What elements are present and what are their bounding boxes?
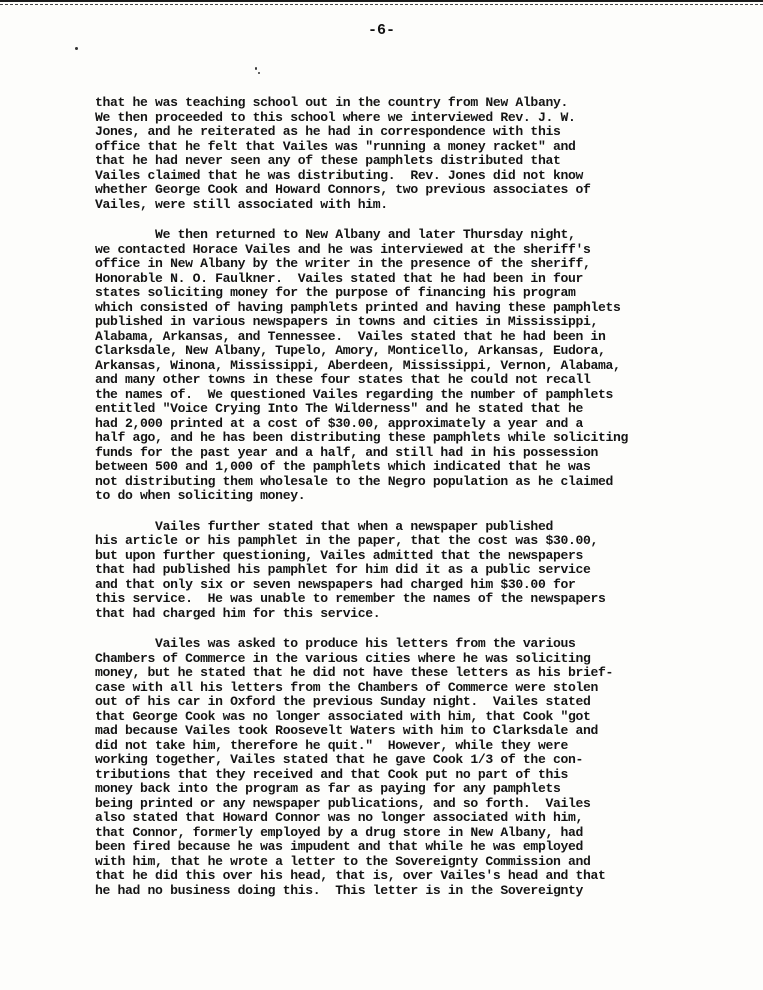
- text-line: office in New Albany by the writer in the presence of the sheriff,: [95, 256, 591, 271]
- text-line: which consisted of having pamphlets printed and having these pamphlets: [95, 299, 621, 315]
- text-line: that he had never seen any of these pamphlets distributed that: [95, 153, 561, 168]
- text-line: that he was teaching school out in the country from New Albany.: [95, 95, 568, 110]
- text-line: funds for the past year and a half, and still had in his possession: [95, 444, 599, 460]
- text-line: we contacted Horace Vailes and he was interviewed at the sheriff's: [95, 241, 591, 257]
- text-line: whether George Cook and Howard Connors, two previous associates of: [95, 182, 591, 197]
- text-line: Vailes further stated that when a newspaper published: [95, 518, 553, 534]
- text-line: being printed or any newspaper publications, and so forth. Vailes: [95, 795, 591, 811]
- text-line: We then proceeded to this school where we interviewed Rev. J. W.: [95, 109, 576, 125]
- text-line: that he did this over his head, that is, over Vailes's head and that: [95, 868, 606, 883]
- text-line: money, but he stated that he did not have these letters as his brief-: [95, 665, 614, 680]
- text-line: Chambers of Commerce in the various cities where he was soliciting: [95, 650, 591, 666]
- text-line: that had charged him for this service.: [95, 605, 381, 621]
- text-line: entitled "Voice Crying Into The Wilderness" and he stated that he: [95, 401, 583, 416]
- text-line: to do when soliciting money.: [95, 488, 306, 503]
- text-line: and that only six or seven newspapers had charged him $30.00 for: [95, 576, 576, 592]
- text-line: Vailes was asked to produce his letters from the various: [95, 636, 576, 651]
- text-line: and many other towns in these four states that he could not recall: [95, 372, 591, 387]
- text-line: out of his car in Oxford the previous Sunday night. Vailes stated: [95, 694, 591, 709]
- text-line: that Connor, formerly employed by a drug store in New Albany, had: [95, 824, 583, 840]
- text-line: case with all his letters from the Chambers of Commerce were stolen: [95, 679, 599, 695]
- text-line: published in various newspapers in towns and cities in Mississippi,: [95, 314, 599, 329]
- text-line: Arkansas, Winona, Mississippi, Aberdeen, Mississippi, Vernon, Alabama,: [95, 357, 621, 373]
- text-line: he had no business doing this. This letter is in the Sovereignty: [95, 882, 583, 898]
- paragraph: [95, 520, 735, 622]
- scan-speck: [258, 72, 260, 74]
- text-line: Alabama, Arkansas, and Tennessee. Vailes stated that he had been in: [95, 328, 606, 344]
- text-line: been fired because he was impudent and that while he was employed: [95, 839, 583, 854]
- text-line: tributions that they received and that Cook put no part of this: [95, 766, 568, 782]
- text-line: half ago, and he has been distributing these pamphlets while soliciting: [95, 430, 629, 445]
- letter-body: [95, 96, 735, 914]
- text-line: money back into the program as far as paying for any pamphlets: [95, 781, 561, 796]
- text-line: Jones, and he reiterated as he had in correspondence with this: [95, 124, 561, 139]
- text-line: did not take him, therefore he quit." However, while they were: [95, 737, 568, 753]
- text-line: not distributing them wholesale to the Negro population as he claimed: [95, 473, 614, 489]
- text-line: also stated that Howard Connor was no longer associated with him,: [95, 810, 583, 825]
- text-line: Vailes claimed that he was distributing. Rev. Jones did not know: [95, 167, 583, 183]
- text-line: that George Cook was no longer associated with him, that Cook "got: [95, 708, 591, 724]
- paragraph: [95, 96, 735, 212]
- text-line: but upon further questioning, Vailes admitted that the newspapers: [95, 547, 583, 563]
- paragraph: [95, 228, 735, 504]
- text-line: between 500 and 1,000 of the pamphlets which indicated that he was: [95, 459, 591, 474]
- text-line: that had published his pamphlet for him did it as a public service: [95, 562, 591, 577]
- text-line: We then returned to New Albany and later Thursday night,: [95, 227, 576, 242]
- paragraph: [95, 637, 735, 898]
- text-line: had 2,000 printed at a cost of $30.00, approximately a year and a: [95, 415, 583, 431]
- text-line: working together, Vailes stated that he gave Cook 1/3 of the con-: [95, 752, 583, 767]
- top-border-rule: [0, 0, 763, 5]
- scan-speck: [75, 47, 78, 50]
- text-line: Clarksdale, New Albany, Tupelo, Amory, Monticello, Arkansas, Eudora,: [95, 343, 606, 358]
- text-line: Honorable N. O. Faulkner. Vailes stated that he had been in four: [95, 270, 583, 286]
- scan-speck: [255, 67, 257, 70]
- text-line: with him, that he wrote a letter to the Sovereignty Commission and: [95, 853, 591, 869]
- text-line: mad because Vailes took Roosevelt Waters with him to Clarksdale and: [95, 723, 599, 738]
- page-number: -6-: [367, 22, 395, 39]
- text-line: states soliciting money for the purpose of financing his program: [95, 285, 576, 300]
- text-line: his article or his pamphlet in the paper, that the cost was $30.00,: [95, 533, 599, 548]
- text-line: this service. He was unable to remember the names of the newspapers: [95, 591, 606, 606]
- text-line: office that he felt that Vailes was "running a money racket" and: [95, 138, 576, 154]
- text-line: the names of. We questioned Vailes regarding the number of pamphlets: [95, 386, 614, 402]
- text-line: Vailes, were still associated with him.: [95, 196, 388, 212]
